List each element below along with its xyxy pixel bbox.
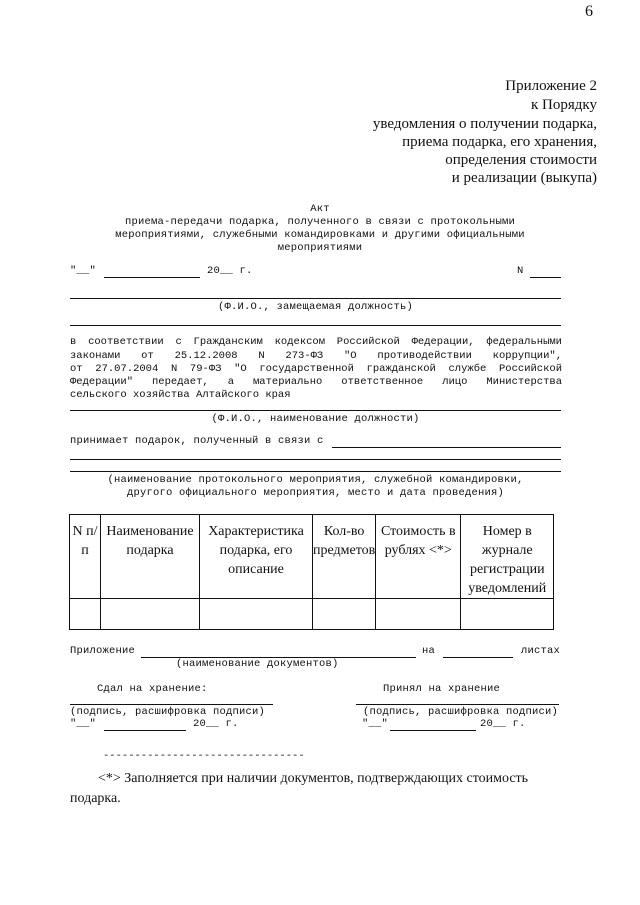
col-header-journal-number: Номер в журнале регистрации уведомлений [461,515,554,599]
date-year: 20__ г. [207,265,253,277]
appendix-line-6: и реализации (выкупа) [451,170,597,186]
accepted-date-day: "__" [362,718,389,730]
table-cell [70,599,101,630]
act-number-label: N [517,265,524,277]
col-header-cost: Стоимость в рублях <*> [376,515,461,599]
col-header-quantity: Кол-во предметов [313,515,376,599]
table-cell [461,599,554,630]
footnote-text: <*> Заполняется при наличии документов, подтверждающих стоимость подарка. [70,771,529,806]
event-caption-line-2: другого официального мероприятия, место и дата проведения) [126,487,505,499]
handed-date-year: 20__ г. [193,718,239,730]
footnote-separator: -------------------------------- [103,750,305,762]
accepts-line [332,447,561,448]
appendix-line-1: Приложение 2 [505,78,597,94]
handed-date-day: "__" [70,718,97,730]
act-subtitle-line-1: приема-передачи подарка, полученного в связи с протокольными [124,216,516,228]
attachment-label: Приложение [70,645,136,657]
act-number-line [530,277,561,278]
attachment-on-label: на [422,645,436,657]
event-caption-line-1: (наименование протокольного мероприятия, служебной командировки, [107,474,524,486]
appendix-line-3: уведомления о получении подарка, [372,116,597,132]
appendix-line-2: к Порядку [531,97,597,113]
blank-line-1 [70,325,561,326]
handed-signature-caption: (подпись, расшифровка подписи) [70,706,266,718]
act-subtitle-line-3: мероприятиями [277,242,363,254]
table-cell [376,599,461,630]
date-day: "__" [70,265,97,277]
attachment-caption: (наименование документов) [176,658,339,670]
col-header-description: Характеристика подарка, его описание [200,515,313,599]
legal-line-2: законами от 25.12.2008 N 273-ФЗ "О противодействии коррупции", [70,350,562,362]
table-cell [313,599,376,630]
accepted-title: Принял на хранение [383,683,501,695]
accepts-label: принимает подарок, полученный в связи с [70,435,324,447]
legal-line-3: от 27.07.2004 N 79-ФЗ "О государственной гражданской службе Российской [70,363,562,375]
act-subtitle-line-2: мероприятиями, служебными командировками и другими официальными [115,229,525,241]
attachment-sheets-label: листах [521,645,561,657]
col-header-number: N п/п [70,515,101,599]
table-row [70,599,554,630]
legal-line-4: Федерации" передает, а материально ответственное лицо Министерства [70,376,562,388]
legal-line-1: в соответствии с Гражданским кодексом Российской Федерации, федеральными [70,336,562,348]
handed-over-title: Сдал на хранение: [97,683,208,695]
table-header-row [70,515,554,599]
handed-date-month-line [104,730,186,731]
act-title: Акт [310,203,330,215]
appendix-line-5: определения стоимости [445,152,597,168]
appendix-line-4: приема подарка, его хранения, [402,134,597,150]
table-cell [101,599,200,630]
handed-signature-line [70,704,273,705]
blank-line-2 [70,459,561,460]
accepted-date-year: 20__ г. [480,718,526,730]
fio-name-caption: (Ф.И.О., наименование должности) [211,413,420,425]
table-cell [200,599,313,630]
date-month-line [104,277,200,278]
fio-name-line [70,410,561,411]
page-number: 6 [585,3,593,20]
legal-line-5: сельского хозяйства Алтайского края [70,389,291,401]
accepted-signature-line [356,704,559,705]
sheets-count-line [443,657,513,658]
col-header-name: Наименование подарка [101,515,200,599]
fio-position-line [70,298,561,299]
accepted-signature-caption: (подпись, расшифровка подписи) [363,706,559,718]
fio-position-caption: (Ф.И.О., замещаемая должность) [217,301,414,313]
blank-line-3 [70,471,561,472]
gift-table [69,514,554,630]
accepted-date-month-line [390,730,476,731]
